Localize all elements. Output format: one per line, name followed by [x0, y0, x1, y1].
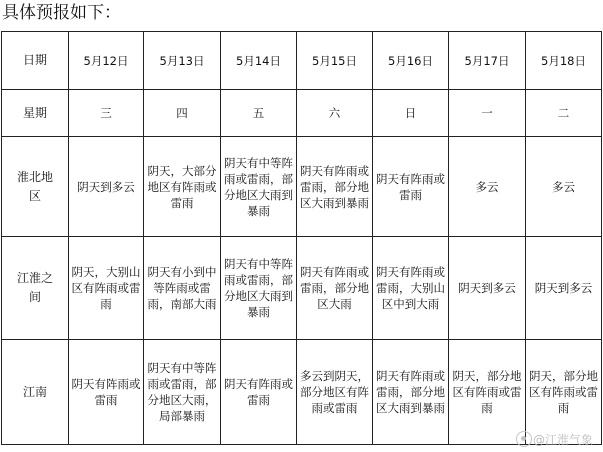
watermark-text: @江淮气象	[532, 433, 593, 447]
weekday-label: 星期	[2, 90, 69, 137]
forecast-heading: 具体预报如下：	[2, 3, 121, 23]
date-cell: 5月13日	[144, 32, 221, 90]
date-row	[2, 32, 602, 90]
weekday-cell: 五	[221, 90, 297, 137]
forecast-cell: 阴天有阵雨或雷雨	[69, 340, 144, 445]
date-cell: 5月16日	[373, 32, 449, 90]
forecast-cell: 阴天有中等阵雨或雷雨，部分地区大雨到暴雨	[221, 237, 297, 340]
weekday-cell: 二	[526, 90, 602, 137]
forecast-cell: 多云	[526, 137, 602, 237]
region-name: 淮北地区	[2, 137, 69, 237]
forecast-cell: 阴天，大部分地区有阵雨或雷雨	[144, 137, 221, 237]
date-cell: 5月14日	[221, 32, 297, 90]
forecast-cell: 阴天有阵雨或雷雨，部分地区大雨到暴雨	[373, 340, 449, 445]
forecast-cell: 阴天有阵雨或雷雨，部分地区大雨	[297, 237, 373, 340]
date-cell: 5月18日	[526, 32, 602, 90]
forecast-cell: 阴天有阵雨或雷雨	[221, 340, 297, 445]
weekday-cell: 三	[69, 90, 144, 137]
date-label: 日期	[2, 32, 69, 90]
weibo-icon	[516, 431, 532, 447]
forecast-cell: 阴天，部分地区有阵雨或雷雨	[526, 340, 602, 445]
region-name: 江淮之间	[2, 237, 69, 340]
forecast-cell: 阴天有阵雨或雷雨，大别山区中到大雨	[373, 237, 449, 340]
region-row-jiangnan	[2, 340, 602, 445]
forecast-cell: 多云到阴天，部分地区有阵雨或雷雨	[297, 340, 373, 445]
forecast-cell: 阴天到多云	[449, 237, 526, 340]
forecast-cell: 阴天，部分地区有阵雨或雷雨	[449, 340, 526, 445]
forecast-cell: 阴天，大别山区有阵雨或雷雨	[69, 237, 144, 340]
weibo-watermark	[516, 431, 593, 449]
forecast-cell: 阴天有小到中等阵雨或雷雨，南部大雨	[144, 237, 221, 340]
forecast-cell: 阴天有中等阵雨或雷雨，部分地区大雨到暴雨	[221, 137, 297, 237]
forecast-cell: 阴天有阵雨或雷雨	[373, 137, 449, 237]
forecast-cell: 阴天到多云	[526, 237, 602, 340]
forecast-cell: 阴天有阵雨或雷雨，部分地区大雨到暴雨	[297, 137, 373, 237]
forecast-cell: 多云	[449, 137, 526, 237]
weekday-cell: 一	[449, 90, 526, 137]
weekday-row	[2, 90, 602, 137]
date-cell: 5月12日	[69, 32, 144, 90]
forecast-table	[1, 31, 602, 445]
region-name: 江南	[2, 340, 69, 445]
weekday-cell: 六	[297, 90, 373, 137]
forecast-cell: 阴天有中等阵雨或雷雨，部分地区大雨，局部暴雨	[144, 340, 221, 445]
weekday-cell: 日	[373, 90, 449, 137]
forecast-cell: 阴天到多云	[69, 137, 144, 237]
region-row-huaibei	[2, 137, 602, 237]
date-cell: 5月17日	[449, 32, 526, 90]
region-row-jianghuai	[2, 237, 602, 340]
date-cell: 5月15日	[297, 32, 373, 90]
weekday-cell: 四	[144, 90, 221, 137]
